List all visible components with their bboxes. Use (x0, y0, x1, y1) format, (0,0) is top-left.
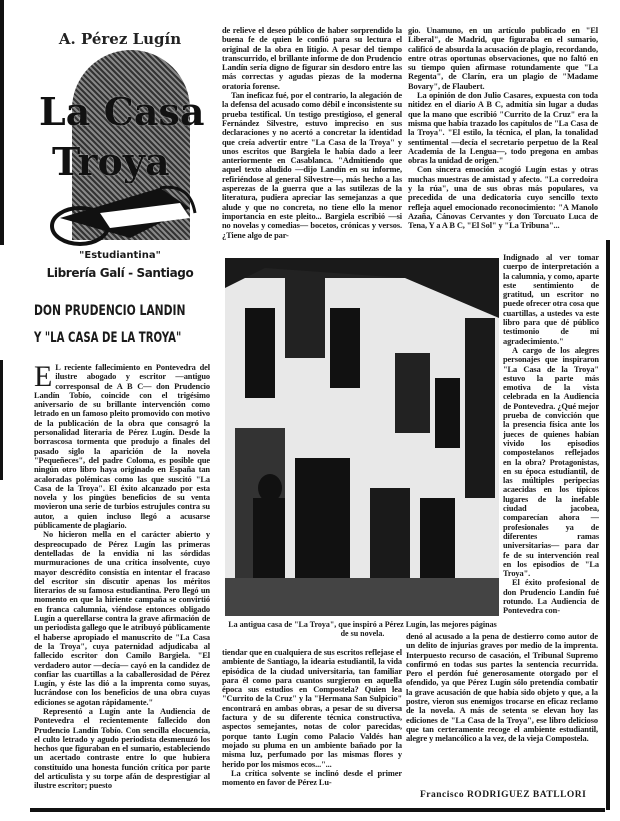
cover-publisher: Librería Galí - Santiago (46, 266, 194, 280)
cover-author: A. Pérez Lugín (58, 30, 182, 48)
paragraph: tiendar que en cualquiera de sus escritos reflejase el ambiente de Santiago, la idearia estudiantil, la vida episódica de la ciudad universitaria, tan familiar para él como para cuantos surgieron en aquella época sus estudios en Compostela? Quien lea "Currito de la Cruz" y la "Hermana San Sulpicio" encontrará en ambas obras, a pesar de su diversa factura y de su diferente técnica constructiva, aspectos semejantes, notas de color parecidas, porque tanto Lugín como Palacio Valdés han mojado su pluma en un ambiente bañado por la misma luz, perfumado por las mismas flores y herido por los mismos ecos..."... (222, 648, 402, 769)
left-column-text (34, 363, 210, 801)
paragraph-text: L reciente fallecimiento en Pontevedra del ilustre abogado y escritor —antiguo corresponsal de A B C— don Prudencio Landín Tobío, coincide con el trigésimo aniversario de su brillante intervención como letrado en un famoso pleito promovido con motivo de la publicación de la obra que consagró la personalidad literaria de Pérez Lugín. Desde la borrascosa tormenta que produjo a finales del pasado siglo la aparición de la novela "Pequeñeces", del padre Coloma, es posible que ningún otro libro haya originado en España tan acaloradas polémicas como las que suscitó "La Casa de la Troya". El éxito alcanzado por esta novela y los pingües beneficios de su venta movieron una serie de turbios estrujules contra su autor, a quien incluso llegó a acusarse públicamente de plagiario. (34, 363, 210, 531)
middle-top-text (222, 26, 402, 252)
paragraph (34, 363, 210, 530)
paragraph: gio. Unamuno, en un artículo publicado en "El Liberal", de Madrid, que figuraba en el sumario, calificó de absurda la acusación de plagio, recordando, entre otras oportunas observaciones, que no faltó en su tiempo quien afirmase rotundamente que "La Regenta", de Clarín, era un plagio de "Madame Bovary", de Flaubert. (408, 26, 598, 91)
drop-cap: E (34, 363, 53, 393)
right-margin-rule (606, 240, 610, 810)
paragraph: Representó a Lugín ante la Audiencia de Pontevedra el recientemente fallecido don Prudencio Landín Tobío. Con sencilla elocuencia, el culto letrado y agudo periodista desmenuzó los hechos que figuraban en el sumario, estableciendo un acertado contraste entre lo que hubiera constituído una honesta función crítica por parte del articulista y su torpe afán de desprestigiar al ilustre escritor; puesto (34, 706, 210, 791)
paragraph: El éxito profesional de don Prudencio Landín fué rotundo. La Audiencia de Pontevedra con- (503, 578, 599, 616)
book-cover-image (36, 28, 204, 296)
photo-caption: La antigua casa de "La Troya", que inspiró a Pérez Lugín, las mejores páginas de su novela. (228, 620, 497, 638)
paragraph: Con sincera emoción acogió Lugín estas y otras muchas muestras de amistad y afecto. "La corredoira y la rúa", una de sus obras más populares, va precedida de una dedicatoria cuyo sencillo texto refleja aquel emocionado reconocimiento: "A Manolo Azaña, Cánovas Cervantes y don Torcuato Luca de Tena, Y a A B C, "El Sol" y "La Tribuna"... (408, 165, 598, 231)
bottom-rule (30, 808, 605, 812)
casa-de-la-troya-photo (225, 258, 499, 616)
right-top-text (408, 26, 598, 252)
paragraph: denó al acusado a la pena de destierro como autor de un delito de injurias graves por medio de la imprenta. Interpuesto recurso de casación, el Tribunal Supremo confirmó en todas sus partes la sentencia recurrida. Pero el perdón fué generosamente otorgado por el ofendido, ya que Pérez Lugín sólo pretendía combatir la grave acusación de que había sido objeto y que, a la postre, vieron sus enemigos trocarse en eficaz reclamo de la novela. A más de setenta se elevan hoy las ediciones de "La Casa de la Troya", ese libro delicioso que tan certeramente recoge el ambiente estudiantil, alegre y melancólico a la vez, de la vieja Compostela. (406, 632, 598, 744)
paragraph: La opinión de don Julio Casares, expuesta con toda nitidez en el diario A B C, admitía sin lugar a dudas que la mano que escribió "Currito de la Cruz" era la misma que había trazado los capítulos de "La Casa de la Troya". "El estilo, la técnica, el plan, la tonalidad sentimental —decía el secretario perpetuo de la Real Academia de la Lengua—, todo pregona en ambas obras la unidad de origen." (408, 91, 598, 166)
paragraph: La crítica solvente se inclinó desde el primer momento en favor de Pérez Lu- (222, 768, 402, 788)
left-margin-rule-lower (0, 360, 3, 480)
cover-title-line1: La Casa (39, 89, 204, 134)
guitar-and-cape-illustration (40, 178, 200, 248)
middle-bottom-text (222, 648, 402, 803)
right-bottom-text (406, 632, 598, 782)
left-margin-rule (0, 0, 4, 245)
paragraph: de relieve el deseo público de haber sorprendido la buena fe de quien le confió para su lectura el original de la obra en litigio. A pesar del tiempo transcurrido, el brillante informe de don Prudencio Landín sería digno de figurar sin desdoro entre las más correctas y agudas piezas de la moderna oratoria forense. (222, 26, 402, 91)
paragraph: No hicieron mella en el carácter abierto y despreocupado de Pérez Lugín las primeras dentelladas de la envidia ni las sórdidas murmuraciones de una crítica insolvente, cuyo mayor descrédito consistía en intentar el fracaso del escritor sin discutir apenas los méritos literarios de su famosa estudiantina. Pero llegó un momento en que la hiriente campaña se convirtió en franca calumnia, viéndose entonces obligado Lugín a querellarse contra la grave afirmación de un periodista gallego que le atribuyó públicamente el haberse apropiado el manuscrito de "La Casa de la Troya", cuya paternidad adjudicaba al fallecido escritor don Camilo Bargiela. "El verdadero autor —decía— cayó en la candidez de confiar las cuartillas a la caballerosidad de Pérez Lugín, y éste las dió a la imprenta como suyas, lucrándose con los beneficios de una obra cuyas ediciones se agotan rápidamente." (34, 530, 210, 707)
paragraph: Tan ineficaz fué, por el contrario, la alegación de la defensa del acusado como débil e inconsistente su prueba testifical. Un testigo prestigioso, el general Fernández Silvestre, estuvo impreciso en sus declaraciones y no acertó a concretar la identidad que creía advertir entre "La Casa de la Troya" y unos escritos que Bargiela le había dado a leer anteriormente en Casablanca. "Admitiendo que aquel texto aludido —dijo Landín en su informe, refiriéndose al general Silvestre—, más hecho a las asperezas de la guerra que a las sutilezas de la literatura, pudiera apreciar las semejanzas a que alude y que no concreta, no tiene ello la menor importancia en este pleito... Bargiela escribió —si no novelas y comedias— bocetos, crónicas y versos. ¿Tiene algo de par- (222, 91, 402, 240)
paragraph: Indignado al ver tomar cuerpo de interpretación a la calumnia, y como, aparte este sentimiento de gratitud, un escritor no puede ofrecer otra cosa que cuartillas, a ustedes va este libro para que dé público testimonio de mi agradecimiento." (503, 253, 599, 346)
cover-subtitle: "Estudiantina" (79, 250, 161, 261)
house-photo (225, 258, 499, 616)
author-signature: Francisco RODRIGUEZ BATLLORI (420, 790, 587, 800)
headline-line1: DON PRUDENCIO LANDIN (34, 303, 186, 319)
paragraph: A cargo de los alegres personajes que inspiraron "La Casa de la Troya" estuvo la parte más emotiva de la vista celebrada en la Audiencia de Pontevedra. ¿Qué mejor prueba de convicción que la presencia física ante los jueces de quienes habían vivido los episodios compostelanos reflejados en la obra? Protagonistas, en su época estudiantil, de las múltiples peripecias acaecidas en los típicos lugares de la inefable ciudad jacobea, comparecían ahora —profesionales ya de diferentes ramas universitarias— para dar fe de su intervención real en los episodios de "La Troya". (503, 345, 599, 579)
headline-line2: Y "LA CASA DE LA TROYA" (34, 330, 182, 346)
cover-title-line2: Troya (52, 139, 170, 184)
right-narrow-text (503, 253, 599, 631)
